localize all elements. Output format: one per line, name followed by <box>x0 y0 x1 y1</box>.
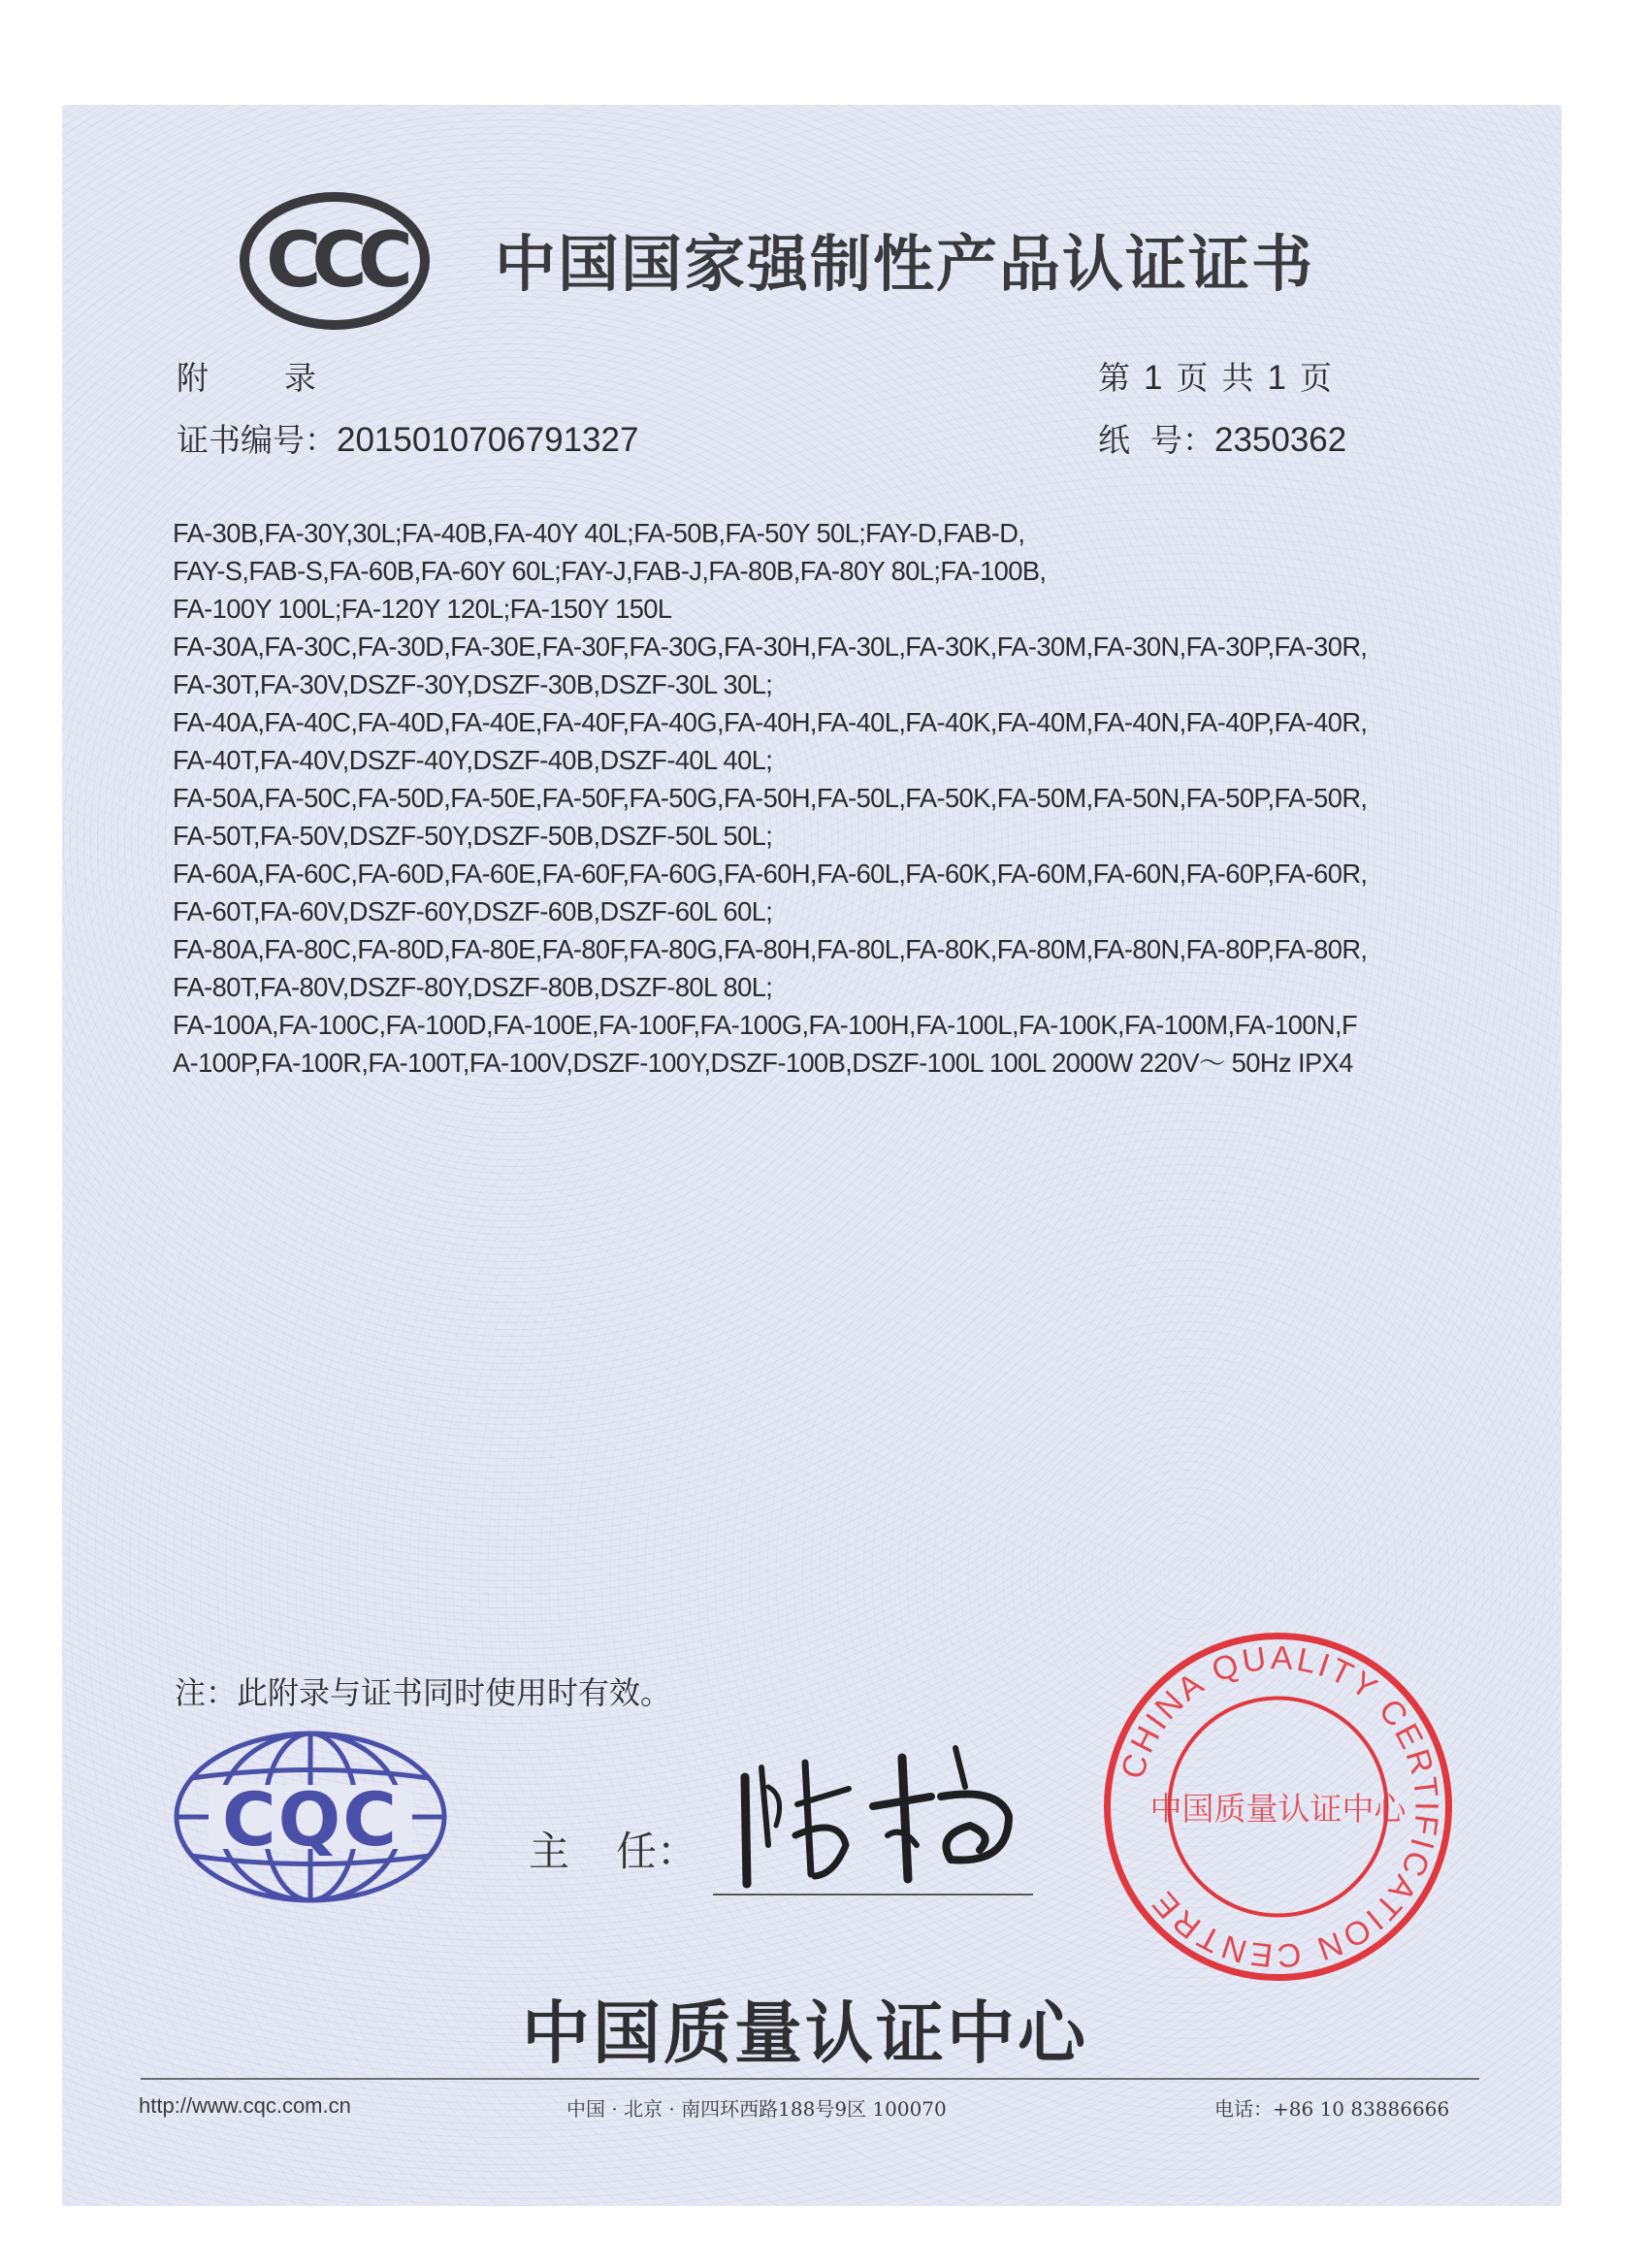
model-line: FA-80A,FA-80C,FA-80D,FA-80E,FA-80F,FA-80G,FA-80H,FA-80L,FA-80K,FA-80M,FA-80N,FA-80P,FA-80R, <box>173 934 1368 964</box>
model-line: FA-40A,FA-40C,FA-40D,FA-40E,FA-40F,FA-40G,FA-40H,FA-40L,FA-40K,FA-40M,FA-40N,FA-40P,FA-40R, <box>173 707 1368 737</box>
signature-line <box>713 1894 1033 1895</box>
model-line: FAY-S,FAB-S,FA-60B,FA-60Y 60L;FAY-J,FAB-J,FA-80B,FA-80Y 80L;FA-100B, <box>173 556 1047 586</box>
cqc-globe-logo-icon <box>170 1725 451 1909</box>
svg-text:CQC: CQC <box>221 1776 400 1863</box>
ccc-logo-icon <box>238 189 432 333</box>
model-line: FA-50A,FA-50C,FA-50D,FA-50E,FA-50F,FA-50G,FA-50H,FA-50L,FA-50K,FA-50M,FA-50N,FA-50P,FA-50R, <box>173 783 1368 813</box>
model-line: FA-60A,FA-60C,FA-60D,FA-60E,FA-60F,FA-60G,FA-60H,FA-60L,FA-60K,FA-60M,FA-60N,FA-60P,FA-60R, <box>173 859 1368 889</box>
paper-number: 纸 号：2350362 <box>1098 421 1347 459</box>
svg-text:中国质量认证中心: 中国质量认证中心 <box>1149 1790 1406 1828</box>
model-list <box>173 514 1463 1082</box>
model-line: A-100P,FA-100R,FA-100T,FA-100V,DSZF-100Y,DSZF-100B,DSZF-100L 100L 2000W 220V～ 50Hz IPX4 <box>173 1048 1353 1078</box>
svg-text:CCC: CCC <box>266 217 404 305</box>
certification-seal-icon <box>1101 1630 1455 1984</box>
director-signature <box>718 1729 1038 1894</box>
model-line: FA-40T,FA-40V,DSZF-40Y,DSZF-40B,DSZF-40L 40L; <box>173 745 773 775</box>
model-line: FA-100Y 100L;FA-120Y 120L;FA-150Y 150L <box>173 594 672 624</box>
model-line: FA-30T,FA-30V,DSZF-30Y,DSZF-30B,DSZF-30L 30L; <box>173 669 773 699</box>
certificate-number: 证书编号：2015010706791327 <box>177 421 639 459</box>
model-line: FA-30B,FA-30Y,30L;FA-40B,FA-40Y 40L;FA-50B,FA-50Y 50L;FAY-D,FAB-D, <box>173 518 1025 548</box>
model-line: FA-60T,FA-60V,DSZF-60Y,DSZF-60B,DSZF-60L 60L; <box>173 896 773 926</box>
issuing-organization: 中国质量认证中心 <box>522 1993 1088 2073</box>
certificate-title: 中国国家强制性产品认证证书 <box>495 228 1314 300</box>
model-line: FA-100A,FA-100C,FA-100D,FA-100E,FA-100F,FA-100G,FA-100H,FA-100L,FA-100K,FA-100M,FA-100N,F <box>173 1010 1358 1040</box>
validity-note: 注：此附录与证书同时使用时有效。 <box>175 1674 672 1711</box>
website-link[interactable]: http://www.cqc.com.cn <box>139 2093 351 2118</box>
footer-address: 中国 · 北京 · 南四环西路188号9区 100070 <box>566 2097 947 2121</box>
footer-phone: 电话：+86 10 83886666 <box>1214 2097 1450 2121</box>
svg-text:CHINA QUALITY CERTIFICATION CE: CHINA QUALITY CERTIFICATION CENTRE <box>1114 1639 1445 1975</box>
model-line: FA-80T,FA-80V,DSZF-80Y,DSZF-80B,DSZF-80L 80L; <box>173 972 773 1002</box>
model-line: FA-30A,FA-30C,FA-30D,FA-30E,FA-30F,FA-30G,FA-30H,FA-30L,FA-30K,FA-30M,FA-30N,FA-30P,FA-30R, <box>173 632 1368 662</box>
page-indicator: 第 1 页 共 1 页 <box>1098 359 1332 397</box>
appendix-label: 附 录 <box>177 359 316 397</box>
model-line: FA-50T,FA-50V,DSZF-50Y,DSZF-50B,DSZF-50L 50L; <box>173 821 773 851</box>
footer-divider <box>141 2078 1479 2080</box>
director-label: 主 任： <box>529 1828 698 1875</box>
